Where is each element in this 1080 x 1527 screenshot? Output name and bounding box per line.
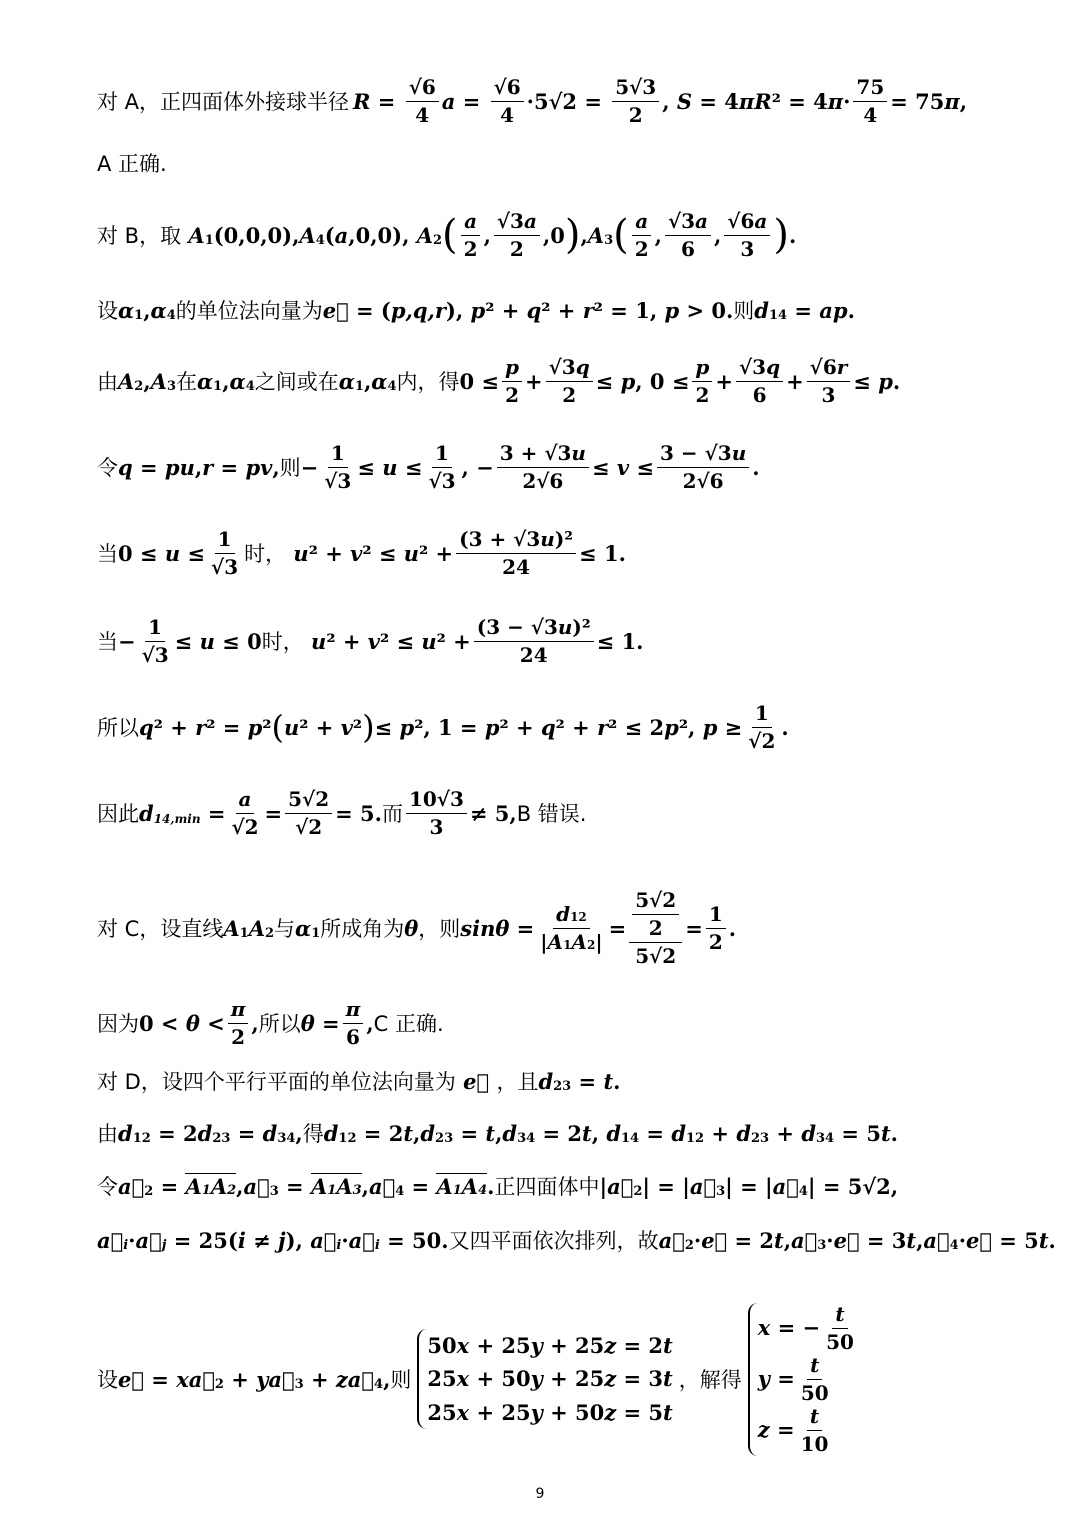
line-A-radius: 对 A，正四面体外接球半径 R = $\frac{√6}{4}$ a = $\frac{√6}{4}$ ·5√2 = $\frac{5√3}{2}$ , S = 4 πR ² = 4 π · $\frac{75}{4}$ = 75 π ,	[97, 74, 968, 127]
line-C-correct: 因为 0 < θ < $\frac{\pi}{2}$ , 所以 θ = $\frac{\pi}{6}$ , C 正确.	[97, 996, 444, 1049]
line-B-conclusion-p: 所以 q ² + r ² = p ² ( u ² + v ² ) ≤ p ², 1 = p ² + q ² + r ² ≤ 2 p ², p ≥ $\frac{1}{√2}$ .	[97, 700, 789, 753]
equation-system: 50x + 25y + 25z = 2t 25x + 50y + 25z = 3t 25x + 25y + 50z = 5t	[417, 1329, 672, 1430]
line-B-normal-vector: 设 α 1 , α 4 的单位法向量为 e⃗ = ( p,q,r ), p ² + q ² + r ² = 1, p > 0. 则 d 14 = ap .	[97, 297, 855, 323]
line-D-system: 设 e⃗ = xa⃗ 2 + ya⃗ 3 + za⃗ 4 , 则 50x + 25y + 25z = 2t 25x + 50y + 25z = 3t 25x + 25y + 50z = 5t ，解得 x = − $\frac{t}{50}$ y = $\frac{t}{50}$ z = $\frac{t}{10}$	[97, 1284, 866, 1474]
page-number: 9	[535, 1486, 545, 1502]
line-D-dot-products: a⃗ i · a⃗ j = 25( i ≠ j ), a⃗ i · a⃗ i = 50. 又四平面依次排列，故 a⃗ 2 · e⃗ = 2 t , a⃗ 3 · e⃗ = 3 t , a⃗ 4 · e⃗ = 5 t .	[97, 1227, 1056, 1253]
line-C-angle: 对 C，设直线 A 1 A 2 与 α 1 所成角为 θ ，则 sinθ = $\frac{d12}{|A1A2|}$ = $\frac{\frac{5√2}{2}}{5√2}$ = $\frac{1}{2}$ .	[97, 887, 737, 968]
solution-system: x = − $\frac{t}{50}$ y = $\frac{t}{50}$ z = $\frac{t}{10}$	[748, 1303, 860, 1456]
line-B-substitution: 令 q = pu , r = pv , 则 − $\frac{1}{√3}$ ≤ u ≤ $\frac{1}{√3}$ , − $\frac{3 + √3u}{2√6}$ ≤ v ≤ $\frac{3 - √3u}{2√6}$ .	[97, 440, 760, 493]
line-B-case-negative: 当 − $\frac{1}{√3}$ ≤ u ≤ 0 时， u ² + v ² ≤ u ² + $\frac{\text{(3 − √3u)²}}{24}$ ≤ 1.	[97, 614, 644, 667]
line-B-wrong: 因此 d 14,min = $\frac{a}{√2}$ = $\frac{5√2}{√2}$ = 5. 而 $\frac{10√3}{3}$ ≠ 5, B 错误.	[97, 786, 587, 839]
line-B-coordinates: 对 B，取 A 1 (0,0,0), A 4 ( a ,0,0), A 2 ( $\frac{a}{2}$ , $\frac{√3a}{2}$ ,0 ) , A 3 ( $\frac{a}{2}$ , $\frac{√3a}{6}$ , $\frac{√6a}{3}$ ) .	[97, 208, 797, 261]
line-B-case-positive: 当 0 ≤ u ≤ $\frac{1}{√3}$ 时， u ² + v ² ≤ u ² + $\frac{\text{(3 + √3u)²}}{24}$ ≤ 1.	[97, 526, 626, 579]
line-A-correct: A 正确.	[97, 152, 167, 176]
line-B-inequalities: 由 A 2 , A 3 在 α 1 , α 4 之间或在 α 1 , α 4 内，得 0 ≤ $\frac{p}{2}$ + $\frac{√3q}{2}$ ≤ p , 0 ≤ $\frac{p}{2}$ + $\frac{√3q}{6}$ + $\frac{√6r}{3}$ ≤ p .	[97, 354, 901, 407]
line-D-vectors: 令 a⃗ 2 = A1A2 , a⃗ 3 = A1A3 , a⃗ 4 = A1A4 . 正四面体中 | a⃗ 2 | = | a⃗ 3 | = | a⃗ 4 | = 5√2,	[97, 1173, 899, 1199]
line-D-setup: 对 D，设四个平行平面的单位法向量为 e⃗ ，且 d 23 = t .	[97, 1068, 621, 1094]
line-D-distances: 由 d 12 = 2 d 23 = d 34 , 得 d 12 = 2 t , d 23 = t , d 34 = 2 t , d 14 = d 12 + d 23 + d 34 = 5 t .	[97, 1120, 898, 1146]
